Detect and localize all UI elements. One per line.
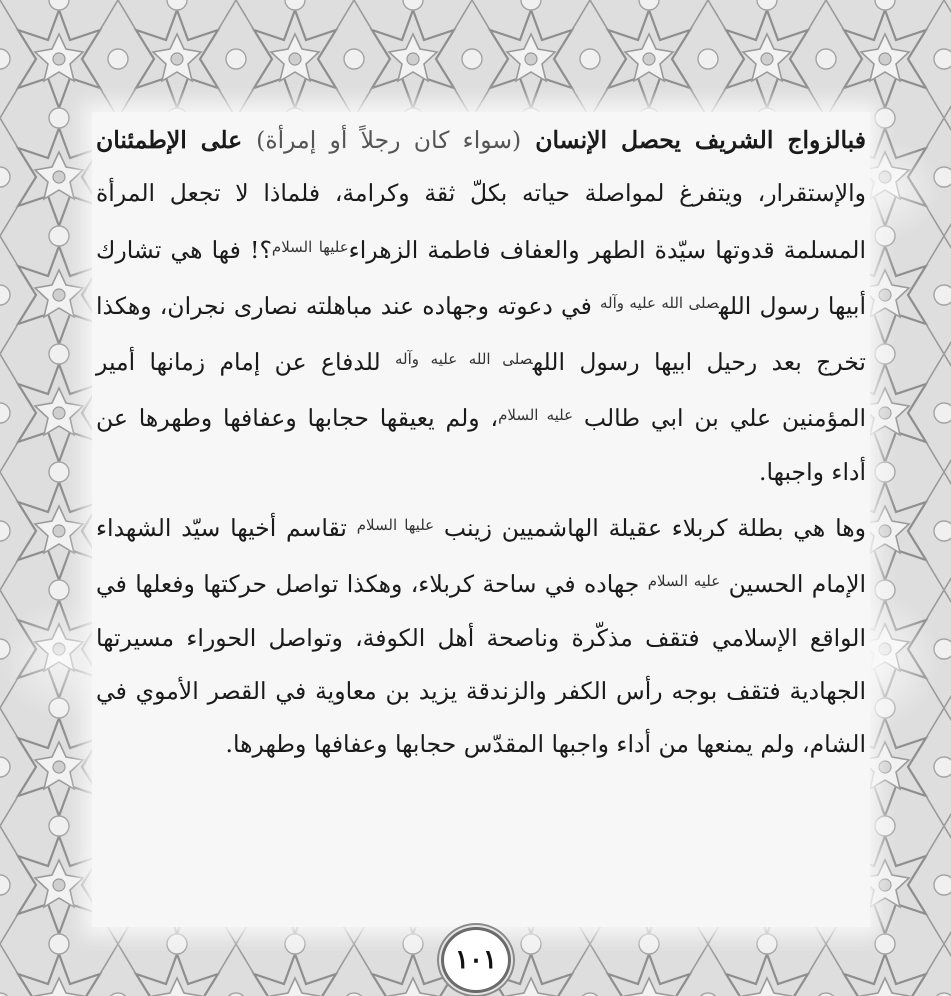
honorific-mark: عليه السلام [498,406,574,425]
body-text [96,114,866,772]
honorific-mark: عليه السلام [647,572,721,591]
honorific-mark: صلى الله عليه وآله [395,350,533,369]
honorific-mark: عليها السلام [356,516,435,535]
text-run: فبالزواج الشريف يحصل الإنسان [521,126,866,154]
text-run: والإستقرار، ويتفرغ لمواصلة حياته بكلّ ثقة وكرامة، فلماذا لا تجعل المرأة المسلمة قدوتها سيّدة الطهر والعفاف فاطمة الزهراء [96,179,866,264]
text-run: في دعوته وجهاده عند مباهلته نصارى نجران، وهكذا تخرج بعد رحيل ابيها رسول الله [96,291,866,377]
text-run: وها هي بطلة كربلاء عقيلة الهاشميين زينب [434,514,866,543]
page-number: ١٠١ [441,927,511,993]
text-run: جهاده في ساحة كربلاء، وهكذا تواصل حركتها وفعلها في الواقع الإسلامي فتقف مذكّرة وناصحة أهل الكوفة، وتواصل الحوراء مسيرتها الجهادية فتقف بوجه رأس الكفر والزندقة يزيد بن معاوية في القصر الأموي في الشام، ولم يمنعها من أداء واجبها المقدّس حجابها وعفافها وطهرها. [96,570,866,759]
paragraph [96,499,866,771]
text-run: ، ولم يعيقها حجابها وعفافها وطهرها عن أداء واجبها. [96,404,866,486]
text-run: (سواء كان رجلاً أو إمرأة) [256,126,522,154]
text-run: على الإطمئنان [96,126,257,154]
text-run: ؟! فها هي تشارك أبيها رسول الله [96,235,866,320]
paragraph [96,114,866,499]
text-run: للدفاع عن إمام زمانها أمير المؤمنين علي بن ابي طالب [96,348,867,433]
honorific-mark: صلى الله عليه وآله [599,293,719,312]
text-run: تقاسم أخيها سيّد الشهداء الإمام الحسين [96,514,867,599]
honorific-mark: عليها السلام [271,237,349,256]
